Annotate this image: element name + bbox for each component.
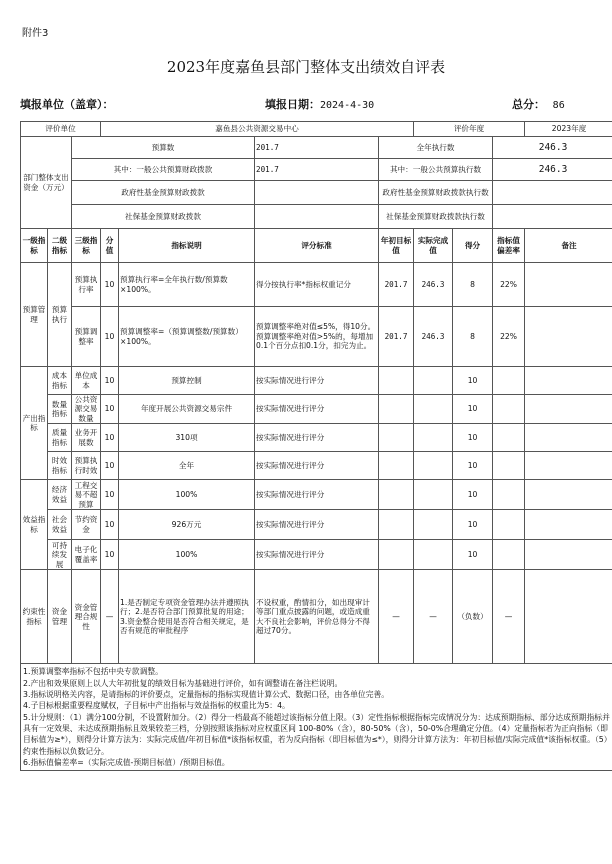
social-value-cell	[255, 205, 379, 229]
score-cell: 10	[101, 424, 119, 452]
score-cell: 10	[101, 367, 119, 395]
standard-cell: 不设权重，酌情扣分，如出现审计等部门重点披露的问题，或造成重大不良社会影响，评价总得分不得超过70分。	[255, 570, 379, 664]
table-row	[21, 480, 612, 510]
table-row	[21, 395, 612, 424]
score-cell: 10	[101, 395, 119, 424]
level3-cell: 预算执行率	[72, 263, 101, 307]
standard-cell: 预算调整率绝对值≤5%，得10分。预算调整率绝对值>5%的，每增加0.1个百分点扣0.1分，扣完为止。	[255, 307, 379, 367]
target-cell	[379, 367, 414, 395]
got-cell: 10	[453, 452, 493, 480]
gov-fund-exec-value-cell	[493, 181, 612, 205]
deviation-cell	[493, 510, 525, 540]
deviation-cell: 22%	[493, 263, 525, 307]
score-cell: 10	[101, 510, 119, 540]
level3-cell: 预算执行时效	[72, 452, 101, 480]
date-field	[265, 96, 374, 112]
table-row	[21, 263, 612, 307]
target-cell	[379, 510, 414, 540]
page-title: 2023年度嘉鱼县部门整体支出绩效自评表	[166, 58, 446, 76]
level2-cell: 社会效益	[48, 510, 72, 540]
standard-cell: 按实际情况进行评分	[255, 367, 379, 395]
score-value: 86	[552, 100, 565, 111]
year-value-cell: 2023年度	[525, 122, 612, 137]
level2-cell: 可持续发展	[48, 540, 72, 570]
social-exec-label-cell: 社保基金预算财政拨款执行数	[379, 205, 493, 229]
note-item: 1.预算调整率指标不包括中央专款调整。	[23, 667, 163, 677]
target-cell	[379, 424, 414, 452]
level2-cell: 数量指标	[48, 395, 72, 424]
col-header: 分值	[101, 229, 119, 263]
desc-cell: 926万元	[119, 510, 255, 540]
unit-label-cell: 评价单位	[21, 122, 101, 137]
table-row	[21, 424, 612, 452]
gov-fund-label-cell: 政府性基金预算财政拨款	[72, 181, 255, 205]
budget-label-cell: 预算数	[72, 137, 255, 159]
standard-cell: 按实际情况进行评分	[255, 424, 379, 452]
col-header: 年初目标值	[379, 229, 414, 263]
col-header: 备注	[525, 229, 612, 263]
standard-cell: 得分按执行率*指标权重记分	[255, 263, 379, 307]
col-header: 指标值偏差率	[493, 229, 525, 263]
target-cell: 201.7	[379, 307, 414, 367]
date-value: 2024-4-30	[320, 100, 375, 111]
score-cell: 10	[101, 452, 119, 480]
unit-value-cell: 嘉鱼县公共资源交易中心	[101, 122, 414, 137]
desc-cell: 100%	[119, 540, 255, 570]
level2-cell: 质量指标	[48, 424, 72, 452]
level2-cell: 成本指标	[48, 367, 72, 395]
got-cell: 10	[453, 540, 493, 570]
note-item: 4.子目标根据重要程度赋权，子目标中产出指标与效益指标的权重比为5：4。	[23, 701, 290, 711]
desc-cell: 310项	[119, 424, 255, 452]
actual-cell	[414, 367, 453, 395]
unit-label: 填报单位（盖章）：	[20, 98, 114, 111]
standard-cell: 按实际情况进行评分	[255, 480, 379, 510]
gov-fund-exec-label-cell: 政府性基金预算财政拨款执行数	[379, 181, 493, 205]
remark-cell	[525, 367, 612, 395]
actual-cell	[414, 424, 453, 452]
social-exec-value-cell	[493, 205, 612, 229]
target-cell	[379, 540, 414, 570]
level3-cell: 公共资源交易数量	[72, 395, 101, 424]
table-row	[21, 452, 612, 480]
year-label-cell: 评价年度	[414, 122, 525, 137]
deviation-cell	[493, 395, 525, 424]
level3-cell: 单位成本	[72, 367, 101, 395]
desc-cell: 100%	[119, 480, 255, 510]
general-budget-label-cell: 其中：一般公共预算财政拨款	[72, 159, 255, 181]
level3-cell: 预算调整率	[72, 307, 101, 367]
remark-cell	[525, 424, 612, 452]
notes-row	[21, 664, 612, 771]
score-cell: 10	[101, 263, 119, 307]
note-item: 2.产出和效果原则上以人大年初批复的绩效目标为基础进行评价，如有调整请在备注栏说明。	[23, 678, 343, 688]
deviation-cell	[493, 540, 525, 570]
col-header: 三级指标	[72, 229, 101, 263]
note-item: 6.指标值偏差率=（实际完成值-预期目标值）/预期目标值。	[23, 757, 230, 767]
desc-cell: 全年	[119, 452, 255, 480]
note-item: 3.指标说明格关内容，是请指标的评价要点，定量指标的指标实现值计算公式、数据口径，由各单位完善。	[23, 690, 390, 700]
gov-fund-value-cell	[255, 181, 379, 205]
exec-value-cell: 246.3	[493, 137, 612, 159]
evaluation-table	[20, 121, 612, 771]
score-label: 总分：	[512, 98, 545, 111]
level3-cell: 业务开展数	[72, 424, 101, 452]
deviation-cell: 22%	[493, 307, 525, 367]
col-header: 指标说明	[119, 229, 255, 263]
general-exec-value-cell: 246.3	[493, 159, 612, 181]
score-cell: 10	[101, 307, 119, 367]
col-header: 二级指标	[48, 229, 72, 263]
actual-cell	[414, 395, 453, 424]
level2-cell: 时效指标	[48, 452, 72, 480]
col-header: 得分	[453, 229, 493, 263]
score-cell: 10	[101, 480, 119, 510]
remark-cell	[525, 452, 612, 480]
table-row	[21, 540, 612, 570]
note-item: 5.计分规则：（1）满分100分制，不设置附加分。（2）得分一档最高不能超过该指标分值上限。（3）定性指标根据指标完成情况分为：达成预期指标、部分达成预期指标并具有一定效果、未达成预期指标且效果较差三档，分别按照该指标对应权重区间 100-80%（含），80-50%（含），50-0%合理确定分值。（4）定量指标若为正向指标（即目标值为≥*），则得分计算方法为：实际完成值/年初目标值*该指标权重，若为反向指标（即目标值为≤*），则得分计算方法为：年初目标值/实际完成值*该指标权重。（5）约束性指标以负数记分。	[23, 712, 610, 756]
actual-cell: —	[414, 570, 453, 664]
remark-cell	[525, 307, 612, 367]
table-row	[21, 307, 612, 367]
remark-cell	[525, 395, 612, 424]
remark-cell	[525, 480, 612, 510]
actual-cell	[414, 540, 453, 570]
budget-value-cell: 201.7	[255, 137, 379, 159]
level2-cell: 资金管理	[48, 570, 72, 664]
table-row	[21, 510, 612, 540]
target-cell: —	[379, 570, 414, 664]
level1-cell: 约束性指标	[21, 570, 48, 664]
score-cell: —	[101, 570, 119, 664]
desc-cell: 1.是否制定专项资金管理办法并遵照执行；2.是否符合部门预算批复的用途；3.资金整合使用是否符合相关规定，是否有规范的审批程序	[119, 570, 255, 664]
social-label-cell: 社保基金预算财政拨款	[72, 205, 255, 229]
actual-cell	[414, 510, 453, 540]
deviation-cell	[493, 480, 525, 510]
exec-label-cell: 全年执行数	[379, 137, 493, 159]
remark-cell	[525, 540, 612, 570]
got-cell: 10	[453, 510, 493, 540]
actual-cell	[414, 452, 453, 480]
desc-cell: 预算控制	[119, 367, 255, 395]
actual-cell: 246.3	[414, 307, 453, 367]
deviation-cell	[493, 424, 525, 452]
level3-cell: 节约资金	[72, 510, 101, 540]
general-exec-label-cell: 其中：一般公共预算执行数	[379, 159, 493, 181]
col-header: 实际完成值	[414, 229, 453, 263]
table-row	[21, 367, 612, 395]
remark-cell	[525, 570, 612, 664]
got-cell: 8	[453, 307, 493, 367]
deviation-cell: —	[493, 570, 525, 664]
deviation-cell	[493, 452, 525, 480]
level3-cell: 工程交易不超预算	[72, 480, 101, 510]
actual-cell: 246.3	[414, 263, 453, 307]
date-label: 填报日期：	[265, 98, 320, 111]
col-header: 评分标准	[255, 229, 379, 263]
deviation-cell	[493, 367, 525, 395]
remark-cell	[525, 263, 612, 307]
table-row	[21, 570, 612, 664]
level2-cell: 经济效益	[48, 480, 72, 510]
total-score-field	[512, 96, 565, 112]
standard-cell: 按实际情况进行评分	[255, 540, 379, 570]
funds-label-cell: 部门整体支出资金（万元）	[21, 137, 72, 229]
got-cell: 10	[453, 367, 493, 395]
level1-cell: 预算管理	[21, 263, 48, 367]
score-cell: 10	[101, 540, 119, 570]
got-cell: 10	[453, 480, 493, 510]
attachment-label: 附件3	[22, 28, 49, 39]
actual-cell	[414, 480, 453, 510]
level2-cell: 预算执行	[48, 263, 72, 367]
got-cell: （负数）	[453, 570, 493, 664]
got-cell: 10	[453, 395, 493, 424]
target-cell: 201.7	[379, 263, 414, 307]
notes-cell	[21, 664, 612, 771]
target-cell	[379, 452, 414, 480]
target-cell	[379, 480, 414, 510]
got-cell: 10	[453, 424, 493, 452]
target-cell	[379, 395, 414, 424]
standard-cell: 按实际情况进行评分	[255, 395, 379, 424]
level3-cell: 资金管理合规性	[72, 570, 101, 664]
desc-cell: 预算执行率=全年执行数/预算数×100%。	[119, 263, 255, 307]
level1-cell: 效益指标	[21, 480, 48, 570]
level3-cell: 电子化覆盖率	[72, 540, 101, 570]
remark-cell	[525, 510, 612, 540]
standard-cell: 按实际情况进行评分	[255, 452, 379, 480]
got-cell: 8	[453, 263, 493, 307]
level1-cell: 产出指标	[21, 367, 48, 480]
standard-cell: 按实际情况进行评分	[255, 510, 379, 540]
general-budget-value-cell: 201.7	[255, 159, 379, 181]
desc-cell: 年度开展公共资源交易宗件	[119, 395, 255, 424]
col-header: 一级指标	[21, 229, 48, 263]
desc-cell: 预算调整率=（预算调整数/预算数）×100%。	[119, 307, 255, 367]
